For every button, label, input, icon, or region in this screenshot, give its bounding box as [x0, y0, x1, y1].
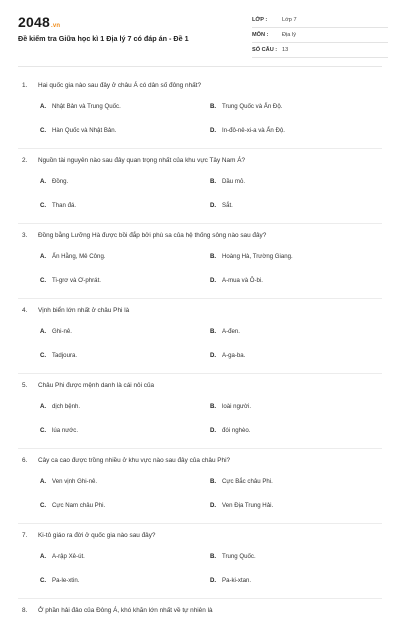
option-letter: C.	[40, 502, 47, 509]
question-text	[22, 607, 213, 614]
option-text: A-rập Xê-út.	[52, 553, 85, 560]
answer-option[interactable]	[210, 478, 273, 485]
answer-option[interactable]	[40, 328, 72, 335]
option-letter: B.	[210, 403, 217, 410]
answer-option[interactable]	[40, 403, 80, 410]
question-list	[0, 74, 400, 623]
option-text: đói nghèo.	[222, 427, 251, 434]
question-text	[22, 532, 155, 539]
option-letter: A.	[40, 253, 47, 260]
question-text	[22, 232, 266, 239]
question-item	[0, 374, 400, 449]
info-label-class: LỚP :	[252, 17, 268, 23]
answer-option[interactable]	[210, 253, 293, 260]
answer-option[interactable]	[210, 277, 263, 284]
question-text	[22, 307, 129, 314]
option-letter: C.	[40, 277, 47, 284]
question-number: 6.	[22, 457, 28, 464]
question-prompt: Cây ca cao được trồng nhiều ở khu vực nào sau đây của châu Phi?	[38, 457, 231, 464]
option-text: loài người.	[222, 403, 252, 410]
option-letter: B.	[210, 178, 217, 185]
answer-option[interactable]	[210, 502, 273, 509]
option-text: A-ga-ba.	[222, 352, 246, 359]
option-letter: A.	[40, 103, 47, 110]
site-logo[interactable]	[18, 14, 60, 30]
info-label-count: SỐ CÂU :	[252, 47, 278, 53]
option-text: Hoàng Hà, Trường Giang.	[222, 253, 293, 260]
answer-option[interactable]	[210, 553, 256, 560]
header-divider	[18, 66, 382, 67]
question-number: 5.	[22, 382, 28, 389]
option-letter: D.	[210, 502, 217, 509]
question-number: 7.	[22, 532, 28, 539]
answer-option[interactable]	[210, 403, 251, 410]
answer-option[interactable]	[210, 127, 285, 134]
question-number: 1.	[22, 82, 28, 89]
answer-option[interactable]	[40, 577, 79, 584]
option-letter: C.	[40, 577, 47, 584]
option-text: Tadjoura.	[52, 352, 78, 359]
option-text: Cực Nam châu Phi.	[52, 502, 106, 509]
option-letter: A.	[40, 178, 47, 185]
option-text: Sắt.	[222, 202, 233, 209]
option-letter: D.	[210, 352, 217, 359]
answer-option[interactable]	[40, 502, 105, 509]
option-text: Ven Địa Trung Hải.	[222, 502, 274, 509]
info-label-subject: MÔN :	[252, 32, 269, 38]
question-text	[22, 157, 245, 164]
page-title: Đề kiểm tra Giữa học kì 1 Địa lý 7 có đáp án - Đề 1	[18, 34, 189, 43]
question-item	[0, 299, 400, 374]
answer-option[interactable]	[40, 352, 77, 359]
option-text: dịch bệnh.	[52, 403, 81, 410]
question-number: 8.	[22, 607, 28, 614]
answer-option[interactable]	[210, 178, 245, 185]
option-text: Pa-ki-xtan.	[222, 577, 252, 584]
question-prompt: Hai quốc gia nào sau đây ở châu Á có dân số đông nhất?	[38, 82, 202, 89]
answer-option[interactable]	[40, 277, 101, 284]
info-row-subject	[252, 28, 388, 43]
question-item	[0, 599, 400, 623]
option-text: A-đen.	[222, 328, 240, 335]
question-item	[0, 524, 400, 599]
question-text	[22, 82, 201, 89]
info-value-class: Lớp 7	[282, 17, 297, 23]
option-letter: A.	[40, 328, 47, 335]
answer-option[interactable]	[210, 202, 233, 209]
question-text	[22, 457, 230, 464]
option-letter: D.	[210, 202, 217, 209]
option-text: A-mua và Ô-bi.	[222, 277, 263, 284]
option-letter: B.	[210, 478, 217, 485]
option-text: Đồng.	[52, 178, 69, 185]
logo-suffix: .vn	[50, 23, 61, 29]
option-text: Trung Quốc.	[222, 553, 256, 560]
question-number: 2.	[22, 157, 28, 164]
question-item	[0, 74, 400, 149]
exam-header	[0, 0, 400, 64]
option-text: Hàn Quốc và Nhật Bản.	[52, 127, 117, 134]
question-item	[0, 149, 400, 224]
question-prompt: Châu Phi được mệnh danh là cái nôi của	[38, 382, 155, 389]
info-value-subject: Địa lý	[282, 32, 296, 38]
answer-option[interactable]	[40, 103, 121, 110]
answer-option[interactable]	[210, 103, 282, 110]
exam-info-box	[252, 13, 388, 58]
info-value-count: 13	[282, 47, 289, 53]
question-number: 3.	[22, 232, 28, 239]
option-letter: B.	[210, 103, 217, 110]
answer-option[interactable]	[40, 178, 68, 185]
question-prompt: Đồng bằng Lưỡng Hà được bồi đắp bởi phù sa của hệ thống sông nào sau đây?	[38, 232, 267, 239]
option-letter: C.	[40, 352, 47, 359]
answer-option[interactable]	[40, 127, 116, 134]
answer-option[interactable]	[210, 328, 240, 335]
answer-option[interactable]	[40, 478, 97, 485]
option-text: Cực Bắc châu Phi.	[222, 478, 273, 485]
question-prompt: Nguồn tài nguyên nào sau đây quan trọng nhất của khu vực Tây Nam Á?	[38, 157, 246, 164]
option-letter: C.	[40, 427, 47, 434]
option-letter: D.	[210, 427, 217, 434]
option-text: Than đá.	[52, 202, 77, 209]
logo-text: 2048	[18, 14, 50, 30]
option-letter: D.	[210, 277, 217, 284]
option-letter: C.	[40, 127, 47, 134]
option-text: lúa nước.	[52, 427, 79, 434]
info-row-count	[252, 43, 388, 58]
option-text: Ven vịnh Ghi-nê.	[52, 478, 98, 485]
option-letter: D.	[210, 577, 217, 584]
option-letter: C.	[40, 202, 47, 209]
option-text: Ấn Hằng, Mê Công.	[52, 253, 106, 260]
option-text: Ghi-nê.	[52, 328, 72, 335]
option-letter: A.	[40, 553, 47, 560]
option-text: Dầu mỏ.	[222, 178, 246, 185]
info-row-class	[252, 13, 388, 28]
question-item	[0, 449, 400, 524]
answer-option[interactable]	[40, 253, 106, 260]
option-letter: D.	[210, 127, 217, 134]
option-letter: B.	[210, 253, 217, 260]
option-text: In-đô-nê-xi-a và Ấn Độ.	[222, 127, 285, 134]
question-prompt: Vịnh biển lớn nhất ở châu Phi là	[38, 307, 130, 314]
answer-option[interactable]	[40, 427, 78, 434]
question-number: 4.	[22, 307, 28, 314]
option-letter: B.	[210, 328, 217, 335]
option-text: Nhật Bản và Trung Quốc.	[52, 103, 121, 110]
option-letter: A.	[40, 478, 47, 485]
question-prompt: Ở phần hải đảo của Đông Á, khó khăn lớn nhất về tự nhiên là	[38, 607, 213, 614]
option-letter: B.	[210, 553, 217, 560]
question-prompt: Ki-tô giáo ra đời ở quốc gia nào sau đây?	[38, 532, 156, 539]
answer-option[interactable]	[40, 202, 76, 209]
question-item	[0, 224, 400, 299]
option-text: Trung Quốc và Ấn Độ.	[222, 103, 283, 110]
answer-option[interactable]	[210, 352, 245, 359]
question-text	[22, 382, 154, 389]
option-text: Ti-grơ và Ơ-phrát.	[52, 277, 101, 284]
answer-option[interactable]	[210, 427, 250, 434]
answer-option[interactable]	[210, 577, 251, 584]
answer-option[interactable]	[40, 553, 85, 560]
option-letter: A.	[40, 403, 47, 410]
option-text: Pa-le-xtin.	[52, 577, 80, 584]
